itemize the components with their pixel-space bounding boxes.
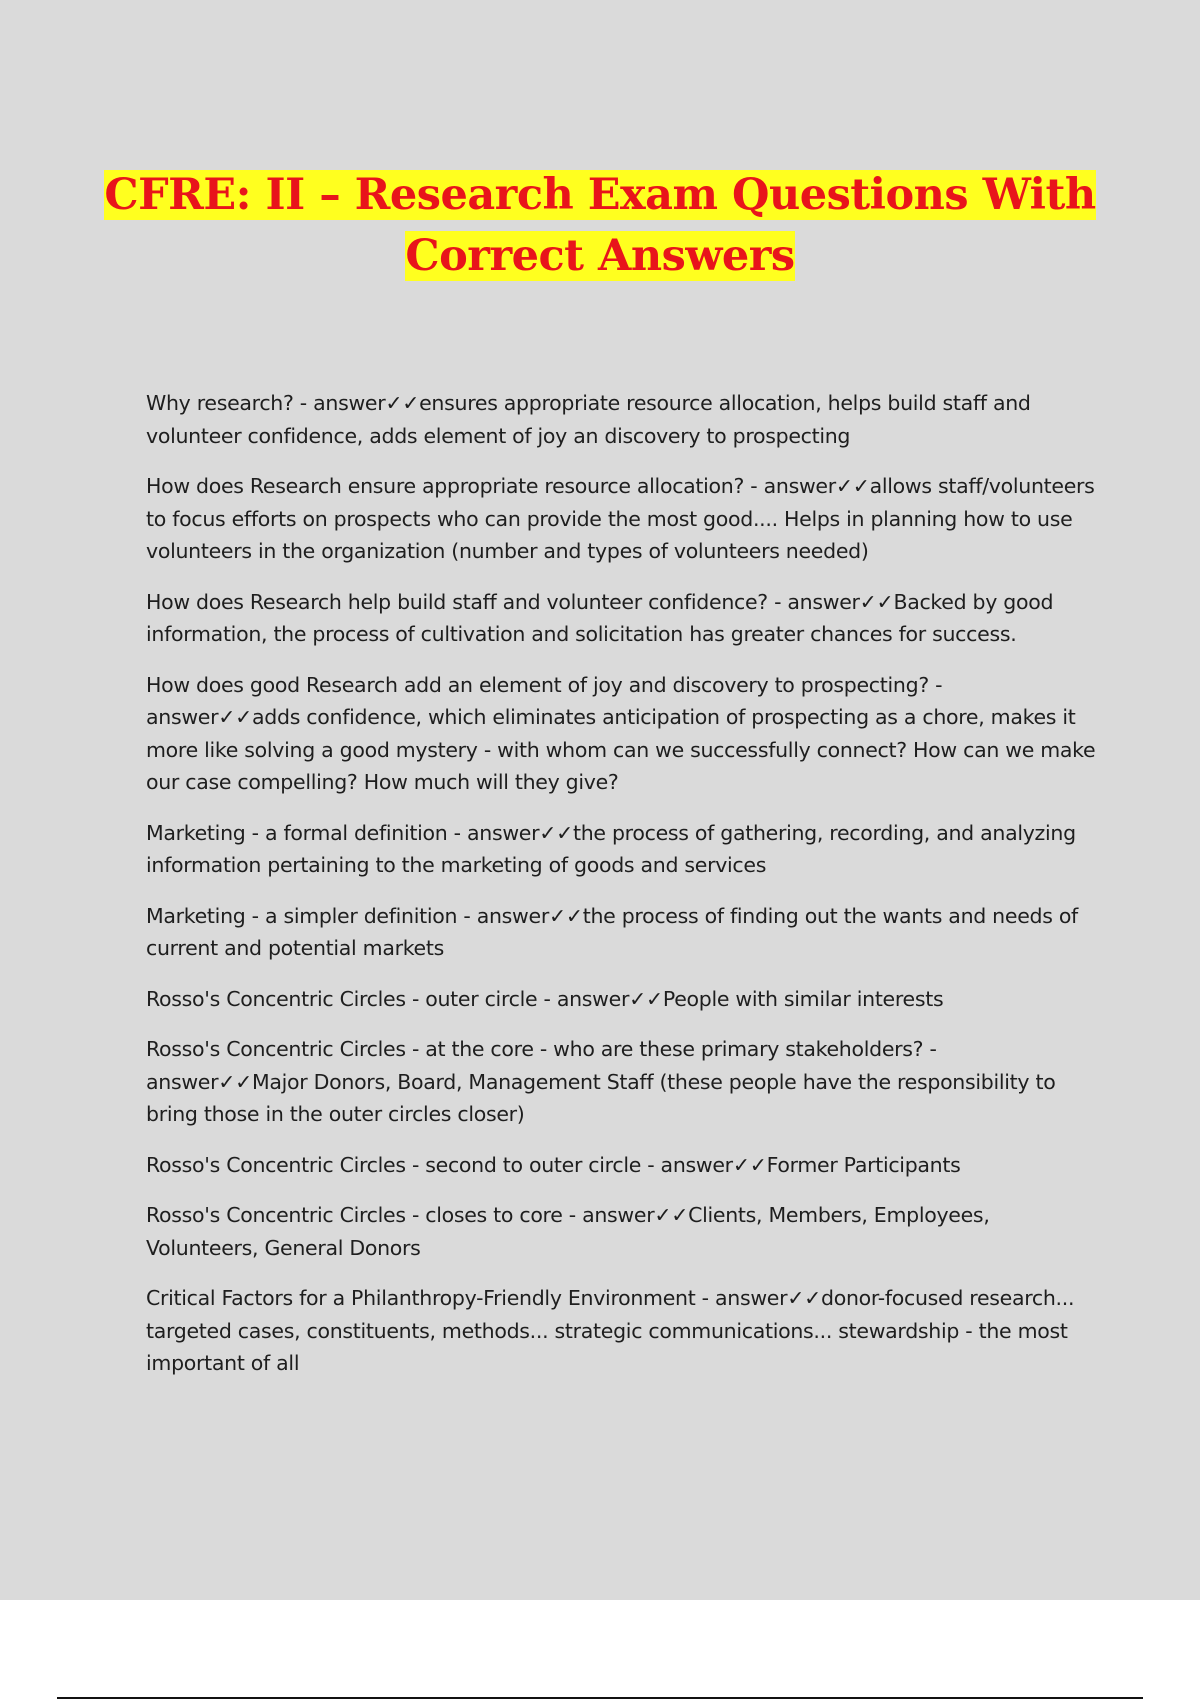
question-text: Rosso's Concentric Circles - second to outer circle [146, 1152, 642, 1177]
page-title [0, 165, 1200, 287]
question-text: Critical Factors for a Philanthropy-Friendly Environment [146, 1286, 696, 1310]
question-text: Rosso's Concentric Circles - closes to core [146, 1203, 563, 1227]
double-checkmark-icon: ✓✓ [835, 474, 870, 498]
question-text: Rosso's Concentric Circles - at the core - who are these primary stakeholders? [146, 1037, 924, 1061]
answer-separator: - answer [293, 391, 386, 415]
question-text: How does good Research add an element of joy and discovery to prospecting? [146, 672, 929, 697]
answer-separator: - answer [457, 903, 549, 928]
answer-text: Major Donors, Board, Management Staff (these people have the responsibility to bring those in the outer circles closer) [146, 1069, 1056, 1126]
answer-separator: - answer [447, 820, 540, 845]
qa-item [146, 983, 1096, 1016]
double-checkmark-icon: ✓✓ [539, 820, 573, 845]
question-text: Why research? [146, 391, 294, 415]
qa-item [146, 669, 1096, 799]
answer-separator: - answer [562, 1203, 655, 1227]
double-checkmark-icon: ✓✓ [218, 1069, 253, 1094]
qa-item [146, 470, 1096, 568]
page-divider [57, 1697, 1143, 1699]
answer-text: Clients, Members, Employees, Volunteers, General Donors [146, 1203, 990, 1260]
answer-separator: - answer [641, 1152, 733, 1177]
answer-text: Former Participants [766, 1152, 961, 1177]
qa-item [146, 1033, 1096, 1131]
qa-item [146, 387, 1096, 452]
question-text: Marketing - a formal definition [146, 820, 448, 845]
answer-separator: - answer [146, 672, 943, 729]
double-checkmark-icon: ✓✓ [654, 1203, 689, 1227]
double-checkmark-icon: ✓✓ [787, 1286, 822, 1310]
double-checkmark-icon: ✓✓ [732, 1152, 767, 1177]
question-text: How does Research help build staff and volunteer confidence? [146, 589, 768, 614]
double-checkmark-icon: ✓✓ [629, 986, 663, 1011]
answer-text: People with similar interests [662, 986, 944, 1011]
double-checkmark-icon: ✓✓ [548, 903, 583, 928]
answer-text: allows staff/volunteers to focus efforts on prospects who can provide the most good.... Helps in planning how to use volunteers in the organization (number and types of volunteers needed) [146, 474, 1095, 563]
answer-separator: - answer [537, 986, 630, 1011]
answer-text: the process of finding out the wants and needs of current and potential markets [146, 903, 1078, 960]
answer-text: ensures appropriate resource allocation, helps build staff and volunteer confidence, adds element of joy an discovery to prospecting [146, 391, 1031, 448]
double-checkmark-icon: ✓✓ [218, 705, 253, 729]
qa-list [146, 387, 1096, 1398]
question-text: How does Research ensure appropriate resource allocation? [146, 474, 745, 498]
qa-item [146, 586, 1096, 651]
answer-text: Backed by good information, the process of cultivation and solicitation has greater chances for success. [146, 589, 1054, 646]
qa-item [146, 1149, 1096, 1182]
double-checkmark-icon: ✓✓ [859, 589, 894, 614]
answer-separator: - answer [744, 474, 836, 498]
answer-text: the process of gathering, recording, and analyzing information pertaining to the marketing of goods and services [146, 820, 1076, 877]
title-line-2: Correct Answers [405, 231, 795, 281]
qa-item [146, 1282, 1096, 1380]
qa-item [146, 817, 1096, 882]
title-line-1: CFRE: II – Research Exam Questions With [104, 170, 1096, 220]
answer-text: adds confidence, which eliminates anticipation of prospecting as a chore, makes it more like solving a good mystery - with whom can we successfully connect? How can we make our case compelling? How much will they give? [146, 705, 1096, 794]
question-text: Marketing - a simpler definition [146, 903, 458, 928]
answer-text: donor-focused research... targeted cases, constituents, methods... strategic communications... stewardship - the most important of all [146, 1286, 1075, 1375]
answer-separator: - answer [695, 1286, 788, 1310]
qa-item [146, 900, 1096, 965]
question-text: Rosso's Concentric Circles - outer circle [146, 986, 538, 1011]
answer-separator: - answer [767, 589, 860, 614]
qa-item [146, 1199, 1096, 1264]
double-checkmark-icon: ✓✓ [385, 391, 420, 415]
answer-separator: - answer [146, 1037, 937, 1094]
